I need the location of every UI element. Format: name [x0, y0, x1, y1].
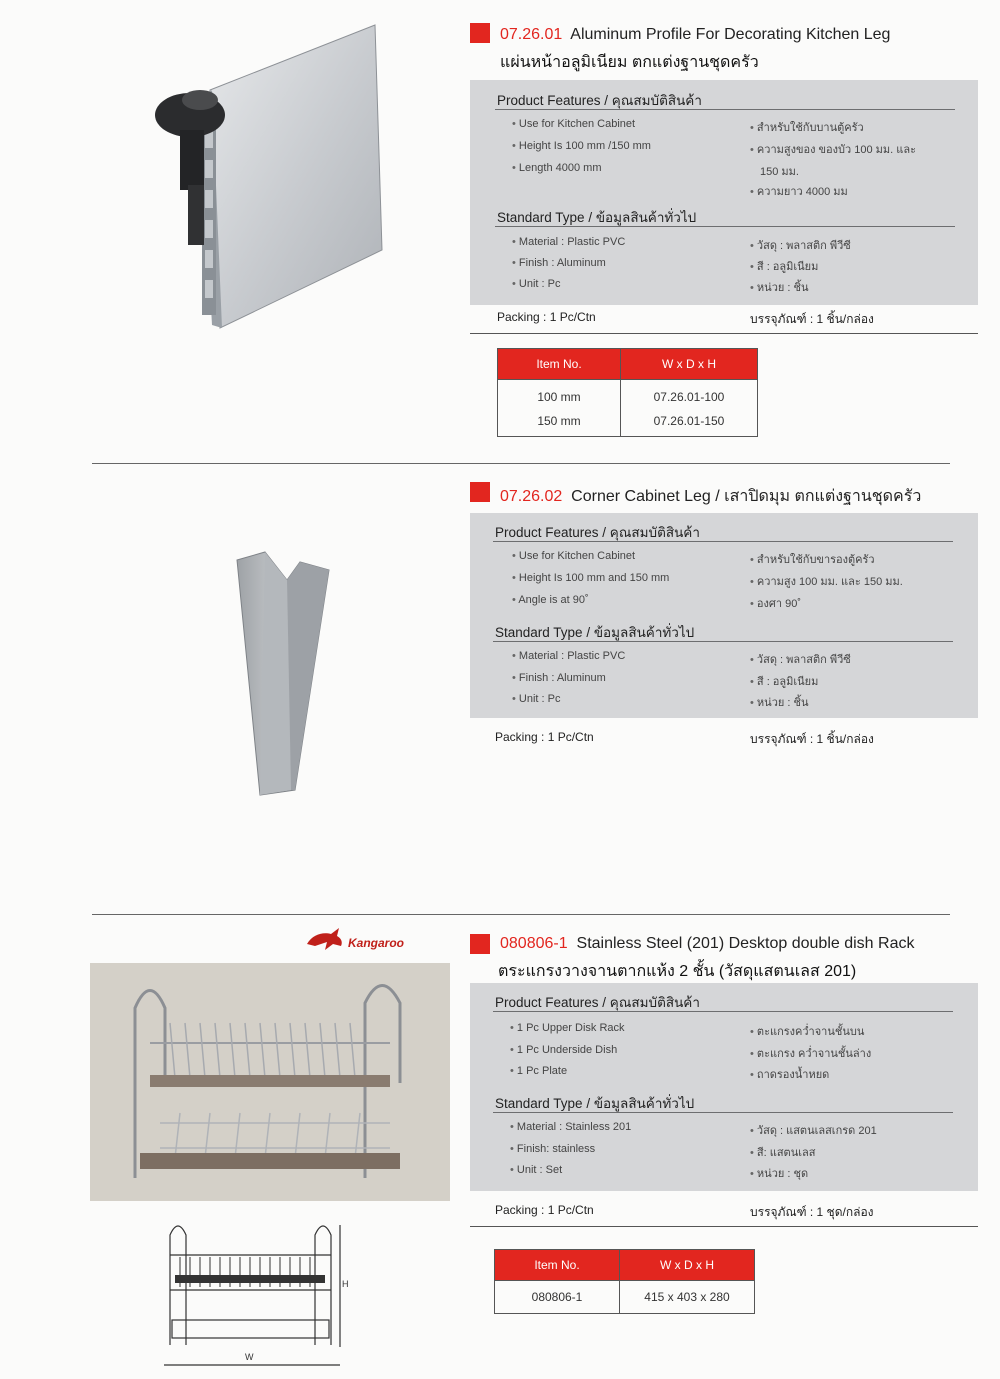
divider [495, 109, 955, 110]
standard-th: • หน่วย : ชิ้น [750, 278, 808, 296]
section-marker-icon [470, 23, 490, 43]
feature-en: • Use for Kitchen Cabinet [512, 550, 635, 562]
product-info-panel [470, 983, 978, 1191]
packing-en: Packing : 1 Pc/Ctn [497, 310, 596, 324]
product-title-th: แผ่นหน้าอลูมิเนียม ตกแต่งฐานชุดครัว [500, 54, 759, 71]
standard-en: • Unit : Pc [512, 278, 561, 290]
table-header: Item No. [495, 1250, 620, 1281]
divider [493, 1011, 953, 1012]
dish-rack-diagram [150, 1215, 360, 1375]
packing-en: Packing : 1 Pc/Ctn [495, 1203, 594, 1217]
features-heading: Product Features / คุณสมบัติสินค้า [495, 525, 700, 540]
product-info-panel [470, 513, 978, 718]
table-cell: 07.26.01-100 [621, 380, 758, 410]
packing-th: บรรจุภัณฑ์ : 1 ชุด/กล่อง [750, 1205, 874, 1219]
dish-rack-photo [90, 963, 450, 1201]
product-title-en: 07.26.01 Aluminum Profile For Decorating Kitchen Leg [500, 26, 891, 43]
divider [493, 1112, 953, 1113]
packing-en: Packing : 1 Pc/Ctn [495, 730, 594, 744]
feature-th: • ความสูง 100 มม. และ 150 มม. [750, 572, 903, 590]
table-cell: 07.26.01-150 [621, 409, 758, 437]
feature-th: • สำหรับใช้กับบานตู้ครัว [750, 118, 864, 136]
feature-th: • ความยาว 4000 มม [750, 182, 848, 200]
feature-en: • 1 Pc Plate [510, 1065, 567, 1077]
product-title-en: 080806-1 Stainless Steel (201) Desktop double dish Rack [500, 935, 915, 952]
packing-th: บรรจุภัณฑ์ : 1 ชิ้น/กล่อง [750, 732, 874, 746]
section-marker-icon [470, 482, 490, 502]
table-header: W x D x H [620, 1250, 755, 1281]
table-row [495, 1281, 755, 1314]
brand-logo: Kangaroo [348, 936, 405, 950]
standard-en: • Unit : Set [510, 1164, 562, 1176]
product-code: 080806-1 [500, 935, 568, 952]
product-title-en: 07.26.02 Corner Cabinet Leg / เสาปิดมุม ตกแต่งฐานชุดครัว [500, 488, 922, 505]
feature-en: • Height Is 100 mm /150 mm [512, 140, 651, 152]
feature-th: 150 มม. [760, 166, 799, 178]
standard-en: • Finish : Aluminum [512, 257, 606, 269]
table-cell: 415 x 403 x 280 [620, 1281, 755, 1314]
divider [470, 333, 978, 334]
corner-leg-photo [225, 540, 345, 800]
feature-en: • Height Is 100 mm and 150 mm [512, 572, 669, 584]
product-code: 07.26.02 [500, 488, 563, 505]
standard-en: • Material : Stainless 201 [510, 1121, 631, 1133]
spec-table [497, 348, 758, 437]
feature-en: • Length 4000 mm [512, 162, 601, 174]
standard-th: • สี: แสตนเลส [750, 1143, 815, 1161]
aluminum-profile-photo [150, 20, 385, 330]
standard-en: • Material : Plastic PVC [512, 236, 625, 248]
standard-th: • สี : อลูมิเนียม [750, 672, 818, 690]
table-row [498, 380, 758, 410]
packing-th: บรรจุภัณฑ์ : 1 ชิ้น/กล่อง [750, 312, 874, 326]
feature-th: • องศา 90˚ [750, 594, 801, 612]
features-heading: Product Features / คุณสมบัติสินค้า [495, 995, 700, 1010]
section-marker-icon [470, 934, 490, 954]
standard-en: • Material : Plastic PVC [512, 650, 625, 662]
table-cell: 150 mm [498, 409, 621, 437]
divider [493, 641, 953, 642]
divider [493, 541, 953, 542]
section-separator [92, 914, 950, 915]
standard-th: • หน่วย : ชุด [750, 1164, 808, 1182]
feature-th: • ตะแกรงคว่ำจานชั้นบน [750, 1022, 864, 1040]
feature-th: • ตะแกรง คว่ำจานชั้นล่าง [750, 1044, 871, 1062]
diagram-width-label: W [245, 1352, 254, 1362]
standard-th: • สี : อลูมิเนียม [750, 257, 818, 275]
standard-en: • Finish : Aluminum [512, 672, 606, 684]
divider [495, 226, 955, 227]
table-row [498, 409, 758, 437]
feature-en: • Angle is at 90˚ [512, 594, 589, 606]
divider [470, 1226, 978, 1227]
section-separator [92, 463, 950, 464]
standard-en: • Unit : Pc [512, 693, 561, 705]
standard-heading: Standard Type / ข้อมูลสินค้าทั่วไป [497, 210, 697, 225]
table-header: Item No. [498, 349, 621, 380]
standard-heading: Standard Type / ข้อมูลสินค้าทั่วไป [495, 1096, 695, 1111]
table-cell: 080806-1 [495, 1281, 620, 1314]
product-info-panel [470, 80, 978, 305]
product-code: 07.26.01 [500, 26, 563, 43]
feature-en: • 1 Pc Upper Disk Rack [510, 1022, 625, 1034]
table-header: W x D x H [621, 349, 758, 380]
standard-th: • หน่วย : ชิ้น [750, 693, 808, 711]
standard-heading: Standard Type / ข้อมูลสินค้าทั่วไป [495, 625, 695, 640]
feature-th: • สำหรับใช้กับขารองตู้ครัว [750, 550, 875, 568]
spec-table [494, 1249, 755, 1314]
kangaroo-logo-icon [305, 926, 345, 952]
standard-en: • Finish: stainless [510, 1143, 595, 1155]
feature-en: • 1 Pc Underside Dish [510, 1044, 617, 1056]
table-cell: 100 mm [498, 380, 621, 410]
standard-th: • วัสดุ : พลาสติก พีวีซี [750, 650, 851, 668]
diagram-height-label: H [342, 1279, 349, 1289]
standard-th: • วัสดุ : แสตนเลสเกรด 201 [750, 1121, 877, 1139]
feature-en: • Use for Kitchen Cabinet [512, 118, 635, 130]
feature-th: • ถาดรองน้ำหยด [750, 1065, 829, 1083]
features-heading: Product Features / คุณสมบัติสินค้า [497, 93, 702, 108]
standard-th: • วัสดุ : พลาสติก พีวีซี [750, 236, 851, 254]
feature-th: • ความสูงของ ของบัว 100 มม. และ [750, 140, 916, 158]
product-title-th: ตระแกรงวางจานตากแห้ง 2 ชั้น (วัสดุแสตนเลส 201) [498, 963, 857, 980]
